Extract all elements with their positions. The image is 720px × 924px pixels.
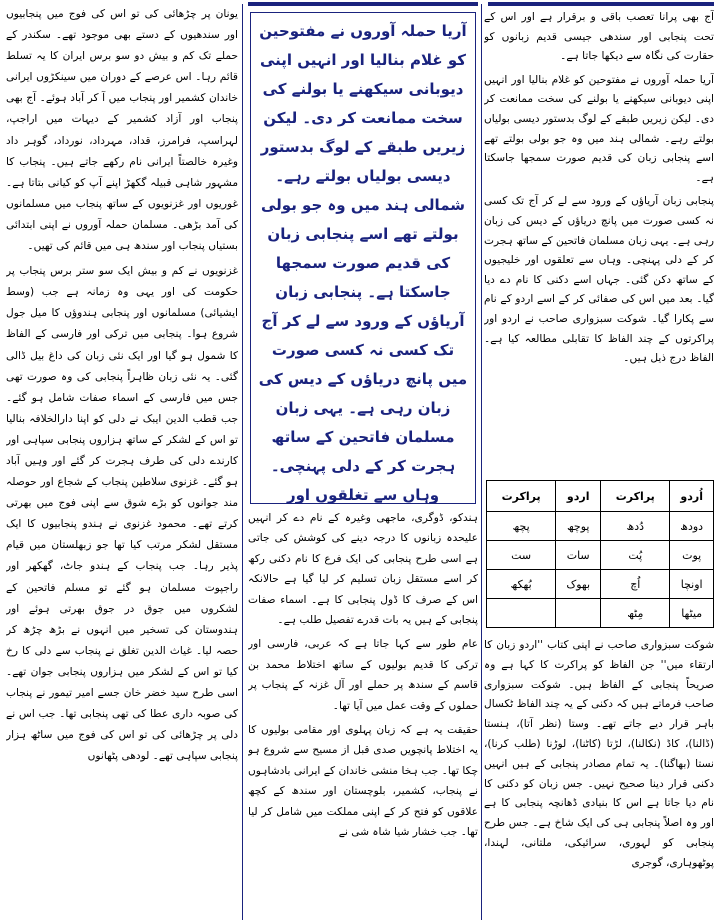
paragraph: آج بھی پرانا تعصب باقی و برقرار ہے اور اس کے تحت پنجابی اور سندھی جیسی قدیم زبانوں کو حقارت کی نگاہ سے دیکھا جاتا ہے۔	[484, 11, 714, 63]
header-cell: اُردو	[670, 481, 714, 512]
table-cell: اُچ	[601, 570, 670, 599]
left-column-text	[6, 4, 238, 920]
table-cell	[556, 599, 601, 628]
paragraph: ہندکو، ڈوگری، ماجھی وغیرہ کے نام دے کر انہیں علیحدہ زبانوں کا درجہ دینے کی کوشش کی جاتی ہے اسی طرح پنجابی کی ایک فرع کا نام دکنی رکھ کر اسے مستقل زبان تسلیم کر لیا گیا ہے حالانکہ اس کے صرف کا ڈول پنجابی کا ہے۔ اسماء صفات پنجابی کے ہیں یہ بات قدرے تفصیل طلب ہے۔	[248, 512, 478, 627]
table-row	[487, 570, 714, 599]
paragraph: غزنویوں نے کم و بیش ایک سو ستر برس پنجاب پر حکومت کی اور یہی وہ زمانہ ہے جب (وسط ایشیائی) مسلمانوں اور پنجابی ہندوؤں کا میل جول شروع ہوا۔ پنجابی میں ترکی اور فارسی کے الفاظ کا شمول ہو گیا اور ایک نئی زبان کی داغ بیل ڈالی گئی۔ یہ نئی زبان ظاہراً پنجابی کی وہ صورت تھی جس میں فارسی کے اسماء صفات شامل ہو گئے۔ جب قطب الدین ایبک نے دلی کو اپنا دارالخلافہ بنالیا تو اس کے لشکر کے ساتھ ہزاروں پنجابی سپاہی اور کارندے دلی کی طرف ہجرت کر گئے اور وہیں آباد ہو گئے۔ غزنوی سلاطین پنجاب کے شجاع اور حوصلہ مند جوانوں کو بڑے شوق سے اپنی فوج میں بھرتی کرتے تھے۔ محمود غزنوی نے ہندو پنجابیوں کا ایک مستقل لشکر مرتب کیا تھا جو زبھلستان میں قیام پذیر رہا۔ جب پنجاب کے ہندو جاٹ، گھکھر اور راجپوت مسلمان ہو گئے تو مسلم فاتحین کے لشکروں میں جوق در جوق بھرتی ہوئے اور ہندوستان کی تسخیر میں انہوں نے بڑھ چڑھ کر حصہ لیا۔ غیاث الدین تغلق نے پنجاب سے دلی کا رخ کیا تو اس کے لشکر میں ہزاروں پنجابی جوان تھے۔ اسی طرح سید خضر خان جسے امیر تیمور نے پنجاب کی صوبہ داری عطا کی تھی پنجابی تھا۔ جب اس نے دلی پر چڑھائی کی تو اس کی فوج میں ساٹھ ہزار پنجابی سپاہی تھے۔ لودھی پٹھانوں	[6, 265, 238, 763]
table-cell: پوت	[670, 541, 714, 570]
table-cell: ست	[487, 541, 556, 570]
table-row	[487, 512, 714, 541]
table-cell: سات	[556, 541, 601, 570]
table-cell: دُدھ	[601, 512, 670, 541]
right-column-text	[484, 8, 714, 478]
word-comparison-table	[486, 480, 714, 628]
right-top-bar	[488, 2, 714, 6]
table-cell: دودھ	[670, 512, 714, 541]
paragraph: حقیقت یہ ہے کہ زبان پہلوی اور مقامی بولیوں کا یہ اختلاط پانچویں صدی قبل از مسیح سے شروع ہو چکا تھا۔ جب ہخا منشی خاندان کے ایرانی بادشاہوں نے پنجاب، کشمیر، بلوچستان اور سندھ کے کچھ علاقوں کو فتح کر کے اپنی مملکت میں شامل کر لیا تھا۔ جب خشار شیا شاہ شی نے	[248, 724, 478, 839]
header-cell: پراکرت	[601, 481, 670, 512]
paragraph: شوکت سبزواری صاحب نے اپنی کتاب ''اردو زبان کا ارتقاء میں'' جن الفاظ کو پراکرت کا کہا ہے وہ صریحاً پنجابی کے الفاظ ہیں۔ شوکت سبزواری صاحب فرماتے ہیں کہ دکنی کے یہ چند الفاظ ٹکسال باہر قرار دیے جاتے تھے۔ وستا (نظر آتا)، ہنستا (ڈالنا)، کاڈ (نکالنا)، لڑتا (کاٹنا)، لوڑنا (طلب کرنا)، نستا (بھاگنا)۔ یہ تمام مصادر پنجابی کے ہیں انہیں دکنی قرار دینا صحیح نہیں۔ جس زبان کو دکنی کا نام دیا جاتا ہے اس کا بنیادی ڈھانچہ پنجابی کا ہے اور وہ اصلاً پنجابی ہی کی ایک شاخ ہے۔ جس طرح پنجابی کو لہوری، سرائیکی، ملتانی، لہندا، پوٹھوہاری، گوجری	[484, 639, 714, 869]
table-cell: بھوک	[556, 570, 601, 599]
table-cell: مِٹھ	[601, 599, 670, 628]
table-header-row	[487, 481, 714, 512]
column-divider-right	[481, 4, 482, 920]
paragraph: آریا حملہ آوروں نے مفتوحین کو غلام بنالیا اور انہیں اپنی دیوبانی سیکھنے یا بولنے کی سخت ممانعت کر دی۔ لیکن زیریں طبقے کے لوگ بدستور دیسی بولیاں بولتے رہے۔ شمالی ہند میں وہ جو بولی بولتے تھے اسے پنجابی زبان کی قدیم صورت سمجھا جاسکتا ہے۔	[484, 73, 714, 184]
middle-column-text	[248, 508, 478, 920]
paragraph: عام طور سے کہا جاتا ہے کہ عربی، فارسی اور ترکی کا قدیم بولیوں کے ساتھ اختلاط محمد بن قاسم کے سندھ پر حملے اور آل غزنہ کے پنجاب پر حملوں کے وقت عمل میں آیا تھا۔	[248, 638, 478, 712]
paragraph: یونان پر چڑھائی کی تو اس کی فوج میں پنجابیوں اور سندھیوں کے دستے بھی موجود تھے۔ سکندر کے حملے تک کم و بیش دو سو برس ایران کا یہ تسلط قائم رہا۔ اس عرصے کے دوران میں سینکڑوں ایرانی خاندان کشمیر اور پنجاب میں آ کر آباد ہوئے۔ آج بھی پنجاب اور آزاد کشمیر کے دیہات میں اراجپ، لہراسپ، فرامرز، قداد، مہرداد، نورداد، گوہر داد وغیرہ خالصتاً ایرانی نام رکھے جاتے ہیں۔ پنجاب کا مشہور شاہی قبیلہ گکھڑ اپنے آپ کو کیانی بتاتا ہے۔ غوریوں اور غزنویوں کے ساتھ پنجاب میں مسلمانوں کی آمد بڑھی۔ مسلمان حملہ آوروں نے اپنی ابتدائی بستیاں پنجاب اور سندھ ہی میں قائم کی تھیں۔	[6, 8, 238, 253]
table-cell: پوچھ	[556, 512, 601, 541]
table-cell	[487, 599, 556, 628]
comparison-table	[486, 480, 714, 628]
table-row	[487, 541, 714, 570]
table-cell: اونچا	[670, 570, 714, 599]
header-cell: پراکرت	[487, 481, 556, 512]
paragraph: پنجابی زبان آریاؤں کے ورود سے لے کر آج تک کسی نہ کسی صورت میں پانچ دریاؤں کے دیس کی زبان رہی ہے۔ یہی زبان مسلمان فاتحین کے ساتھ ہجرت کر کے دلی پہنچی۔ وہاں سے تعلقوں اور خلیجیوں کے ساتھ دکن گئی۔ جہاں اسے دکنی کا نام دے دیا گیا۔ بعد میں اس کی صفائی کر کے اسے اردو کے نام سے پکارا گیا۔ شوکت سبزواری صاحب نے اردو اور پراکرتوں کے چند الفاظ کا تقابلی مطالعہ کیا ہے۔ الفاظ درج ذیل ہیں۔	[484, 195, 714, 365]
right-column-continued	[484, 636, 714, 920]
table-cell: پچھ	[487, 512, 556, 541]
column-divider-left	[242, 4, 243, 920]
pull-quote-text: آریا حملہ آوروں نے مفتوحین کو غلام بنالیا اور انہیں اپنی دیوبانی سیکھنے یا بولنے کی سخت ممانعت کر دی۔ لیکن زیریں طبقے کے لوگ بدستور دیسی بولیاں بولتے رہے۔ شمالی ہند میں وہ جو بولی بولتے تھے اسے پنجابی زبان کی قدیم صورت سمجھا جاسکتا ہے۔ پنجابی زبان آریاؤں کے ورود سے لے کر آج تک کسی نہ کسی صورت میں پانچ دریاؤں کے دیس کی زبان رہی ہے۔ یہی زبان مسلمان فاتحین کے ساتھ ہجرت کر کے دلی پہنچی۔ وہاں سے تغلقوں اور	[258, 22, 468, 504]
table-row	[487, 599, 714, 628]
table-cell: پُت	[601, 541, 670, 570]
middle-top-bar	[248, 2, 478, 6]
table-cell: بُھکھ	[487, 570, 556, 599]
highlight-pull-quote	[250, 12, 476, 504]
table-cell: میٹھا	[670, 599, 714, 628]
header-cell: اردو	[556, 481, 601, 512]
